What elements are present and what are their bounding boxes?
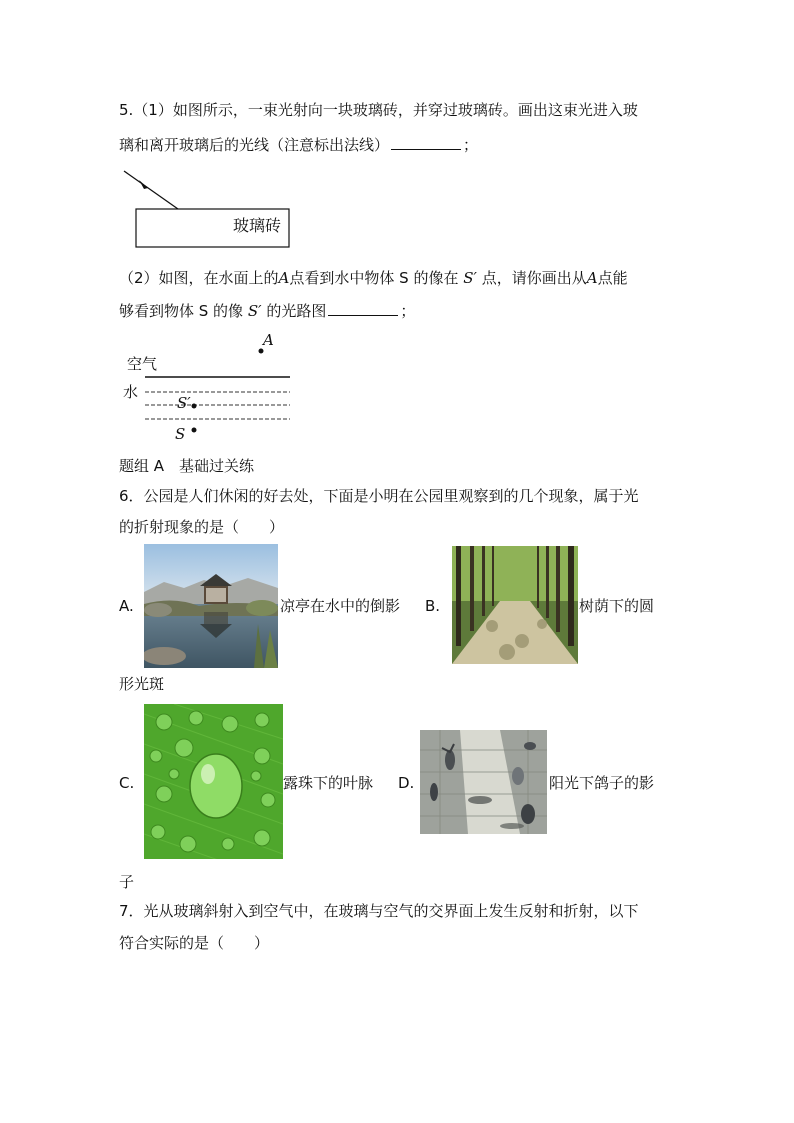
incident-ray	[124, 171, 178, 209]
fig-label-A: A	[263, 331, 274, 349]
ray-arrow	[139, 180, 148, 189]
option-c-label: C.	[119, 774, 135, 792]
q5-part2-line2-Sprime: S′	[247, 302, 262, 320]
q6-line2: 的折射现象的是（ ）	[119, 518, 285, 536]
q6-line1: 6．公园是人们休闲的好去处，下面是小明在公园里观察到的几个现象，属于光	[119, 487, 639, 505]
option-a-text: 凉亭在水中的倒影	[280, 597, 401, 615]
pavilion-photo	[144, 544, 278, 668]
q5-line2-end: ；	[463, 136, 479, 154]
q7-line1: 7．光从玻璃斜射入到空气中，在玻璃与空气的交界面上发生反射和折射，以下	[119, 902, 639, 920]
q5-line2-text: 璃和离开玻璃后的光线（注意标出法线）	[119, 136, 390, 154]
fig-label-Sprime: S′	[177, 394, 191, 412]
answer-blank[interactable]	[391, 133, 461, 150]
fig-label-S: S	[175, 425, 186, 443]
option-d-label: D.	[398, 774, 415, 792]
q5-part2-text-c: 点，请你画出从	[481, 269, 587, 287]
q5-part2-text-d: 点能	[597, 269, 628, 287]
option-b-text: 树荫下的圆	[579, 597, 655, 615]
q5-part2-line1	[119, 267, 628, 289]
q7-line2: 符合实际的是（ ）	[119, 934, 270, 952]
answer-blank-2[interactable]	[328, 299, 398, 316]
option-a-label: A.	[119, 597, 134, 615]
point-S	[192, 428, 197, 433]
tree-path-photo	[452, 546, 578, 664]
group-title: 题组 A 基础过关练	[119, 457, 255, 475]
pigeon-photo	[420, 730, 547, 834]
option-c-text: 露珠下的叶脉	[283, 774, 374, 792]
brick-label: 玻璃砖	[233, 216, 282, 235]
option-d-cont: 子	[119, 873, 135, 891]
q5-line1: 5.（1）如图所示，一束光射向一块玻璃砖，并穿过玻璃砖。画出这束光进入玻	[119, 101, 638, 119]
fig-label-water: 水	[123, 383, 139, 401]
q5-part2-A: A	[278, 269, 290, 287]
option-b-cont: 形光斑	[119, 675, 165, 693]
q5-part2-line2-b: 的光路图	[266, 302, 327, 320]
q5-part2-line2	[119, 299, 415, 322]
q5-part2-line2-end: ；	[400, 302, 416, 320]
glass-brick-figure	[118, 165, 298, 255]
q5-line2	[119, 133, 478, 156]
q5-part2-text-a: （2）如图，在水面上的	[119, 269, 279, 287]
q5-part2-Sprime: S′	[463, 269, 477, 287]
option-d-text: 阳光下鸽子的影	[549, 774, 655, 792]
point-A	[259, 349, 264, 354]
q5-part2-line2-a: 够看到物体 S 的像	[119, 302, 244, 320]
fig-label-air: 空气	[127, 355, 158, 373]
q5-part2-text-b: 点看到水中物体 S 的像在	[289, 269, 459, 287]
point-Sprime	[192, 404, 197, 409]
q5-part2-A2: A	[586, 269, 598, 287]
dew-leaf-photo	[144, 704, 283, 859]
option-b-label: B.	[425, 597, 441, 615]
